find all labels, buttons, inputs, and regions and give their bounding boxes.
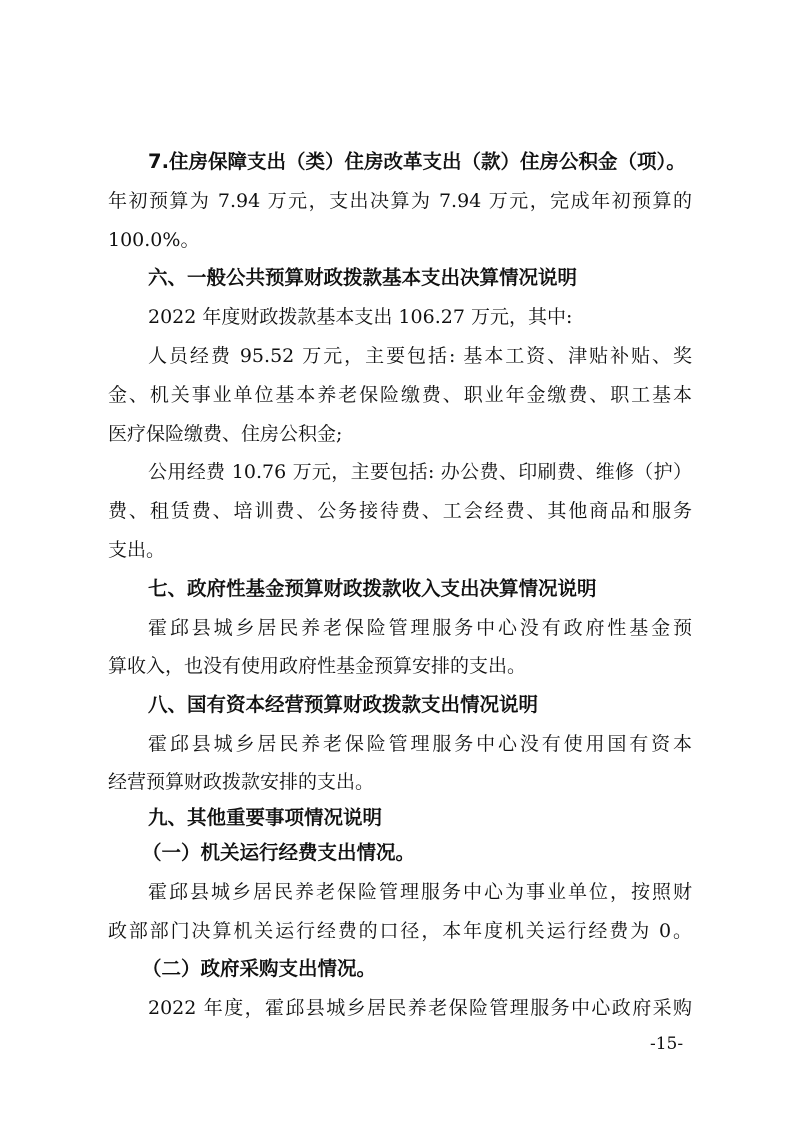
body-line: 支出。 xyxy=(108,539,166,561)
body-line: 政部部门决算机关运行经费的口径，本年度机关运行经费为 0。 xyxy=(108,920,692,942)
section-heading-6: 六、一般公共预算财政拨款基本支出决算情况说明 xyxy=(148,266,578,289)
section-heading-8: 八、国有资本经营预算财政拨款支出情况说明 xyxy=(148,693,539,716)
body-line: 2022 年度，霍邱县城乡居民养老保险管理服务中心政府采购 xyxy=(148,997,692,1019)
page-number: -15- xyxy=(650,1034,684,1054)
section-heading-7: 七、政府性基金预算财政拨款收入支出决算情况说明 xyxy=(148,577,597,600)
body-line: 经营预算财政拨款安排的支出。 xyxy=(108,771,375,793)
body-line: 霍邱县城乡居民养老保险管理服务中心为事业单位，按照财 xyxy=(148,881,692,903)
subheading-2: （二）政府采购支出情况。 xyxy=(142,957,377,980)
body-line: 费、租赁费、培训费、公务接待费、工会经费、其他商品和服务 xyxy=(108,500,692,522)
body-line: 医疗保险缴费、住房公积金; xyxy=(108,423,343,445)
body-line: 年初预算为 7.94 万元，支出决算为 7.94 万元，完成年初预算的 xyxy=(108,190,692,212)
body-line: 人员经费 95.52 万元，主要包括: 基本工资、津贴补贴、奖 xyxy=(148,345,692,367)
subheading-1: （一）机关运行经费支出情况。 xyxy=(142,841,416,864)
body-line: 2022 年度财政拨款基本支出 106.27 万元，其中: xyxy=(148,306,573,328)
body-line: 金、机关事业单位基本养老保险缴费、职业年金缴费、职工基本 xyxy=(108,384,692,406)
section-heading-9: 九、其他重要事项情况说明 xyxy=(148,806,383,829)
body-line: 公用经费 10.76 万元，主要包括: 办公费、印刷费、维修（护） xyxy=(148,461,692,483)
body-line: 霍邱县城乡居民养老保险管理服务中心没有政府性基金预 xyxy=(148,617,692,639)
body-line: 算收入，也没有使用政府性基金预算安排的支出。 xyxy=(108,655,527,677)
body-line: 霍邱县城乡居民养老保险管理服务中心没有使用国有资本 xyxy=(148,733,692,755)
heading-housing-fund-item: 7.住房保障支出（类）住房改革支出（款）住房公积金（项）。 xyxy=(148,150,686,173)
body-line: 100.0%。 xyxy=(108,229,200,251)
